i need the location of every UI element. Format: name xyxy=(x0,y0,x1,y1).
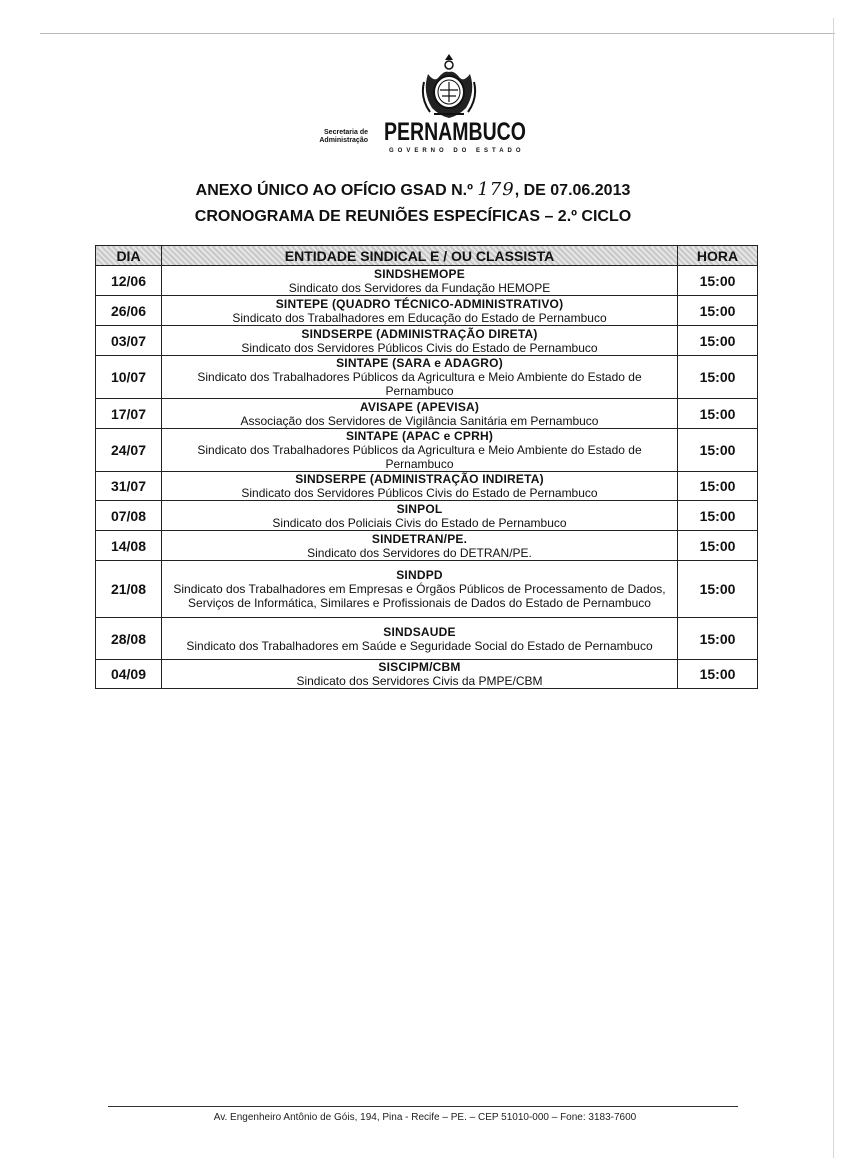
entity-description: Sindicato dos Trabalhadores em Educação do Estado de Pernambuco xyxy=(232,310,607,325)
cell-entidade xyxy=(162,531,678,561)
footer-rule xyxy=(108,1106,738,1107)
cell-dia: 10/07 xyxy=(96,356,162,399)
cell-hora: 15:00 xyxy=(678,356,758,399)
entity-description: Sindicato dos Trabalhadores Públicos da Agricultura e Meio Ambiente do Estado de Pernambuco xyxy=(197,370,642,398)
entity-description: Sindicato dos Servidores do DETRAN/PE. xyxy=(307,545,532,560)
cell-dia: 03/07 xyxy=(96,326,162,356)
cell-dia: 21/08 xyxy=(96,561,162,618)
cell-hora: 15:00 xyxy=(678,531,758,561)
table-row xyxy=(96,266,758,296)
cell-hora: 15:00 xyxy=(678,472,758,501)
state-name: PERNAMBUCO xyxy=(384,118,526,146)
header-dia: DIA xyxy=(96,246,162,266)
header-entidade: ENTIDADE SINDICAL E / OU CLASSISTA xyxy=(162,246,678,266)
entity-description: Sindicato dos Trabalhadores em Saúde e Seguridade Social do Estado de Pernambuco xyxy=(186,638,653,653)
cell-dia: 26/06 xyxy=(96,296,162,326)
entity-name: SINDSERPE (ADMINISTRAÇÃO INDIRETA) xyxy=(295,472,544,486)
cell-entidade xyxy=(162,296,678,326)
entity-description: Sindicato dos Trabalhadores Públicos da Agricultura e Meio Ambiente do Estado de Pernambuco xyxy=(197,443,642,471)
cell-hora: 15:00 xyxy=(678,660,758,689)
table-row xyxy=(96,296,758,326)
table-row xyxy=(96,399,758,429)
cell-hora: 15:00 xyxy=(678,266,758,296)
table-body xyxy=(96,266,758,689)
title-suffix: , DE 07.06.2013 xyxy=(514,182,631,199)
entity-name: SINTEPE (QUADRO TÉCNICO-ADMINISTRATIVO) xyxy=(275,296,564,311)
cell-dia: 07/08 xyxy=(96,501,162,531)
cell-hora: 15:00 xyxy=(678,501,758,531)
cell-entidade xyxy=(162,266,678,296)
table-row xyxy=(96,356,758,399)
cell-dia: 12/06 xyxy=(96,266,162,296)
entity-name: SINTAPE (SARA e ADAGRO) xyxy=(336,356,503,370)
cell-entidade xyxy=(162,326,678,356)
entity-description: Sindicato dos Servidores Civis da PMPE/CBM xyxy=(296,674,543,688)
cell-entidade xyxy=(162,356,678,399)
table-row xyxy=(96,660,758,689)
cell-entidade xyxy=(162,429,678,472)
state-subtitle: GOVERNO DO ESTADO xyxy=(389,148,525,154)
table-row xyxy=(96,531,758,561)
cell-hora: 15:00 xyxy=(678,399,758,429)
entity-description: Sindicato dos Servidores Públicos Civis do Estado de Pernambuco xyxy=(241,486,598,500)
table-row xyxy=(96,326,758,356)
schedule-table xyxy=(95,245,758,689)
document-subtitle: CRONOGRAMA DE REUNIÕES ESPECÍFICAS – 2.º CICLO xyxy=(194,208,632,225)
cell-entidade xyxy=(162,399,678,429)
cell-entidade xyxy=(162,472,678,501)
entity-description: Sindicato dos Trabalhadores em Empresas e Órgãos Públicos de Processamento de Dados, Serviços de Informática, Similares e Profissionais de Dados do Estado de Pernambuco xyxy=(173,582,666,610)
title-prefix: ANEXO ÚNICO AO OFÍCIO GSAD N.º xyxy=(195,182,478,199)
oficio-number: 179 xyxy=(477,179,515,200)
cell-entidade xyxy=(162,618,678,660)
entity-description: Associação dos Servidores de Vigilância Sanitária em Pernambuco xyxy=(240,413,599,428)
entity-name: SINDSAUDE xyxy=(383,624,456,639)
cell-hora: 15:00 xyxy=(678,561,758,618)
table-row xyxy=(96,429,758,472)
entity-description: Sindicato dos Policiais Civis do Estado de Pernambuco xyxy=(272,515,567,530)
cell-entidade xyxy=(162,660,678,689)
cell-dia: 14/08 xyxy=(96,531,162,561)
entity-name: SINDSERPE (ADMINISTRAÇÃO DIRETA) xyxy=(301,326,538,341)
cell-hora: 15:00 xyxy=(678,296,758,326)
table-row xyxy=(96,501,758,531)
footer-address: Av. Engenheiro Antônio de Góis, 194, Pina - Recife – PE. – CEP 51010-000 – Fone: 3183-7600 xyxy=(213,1112,637,1123)
secretaria-label: Secretaria de Administração xyxy=(319,129,368,144)
cell-dia: 28/08 xyxy=(96,618,162,660)
cell-dia: 17/07 xyxy=(96,399,162,429)
cell-hora: 15:00 xyxy=(678,429,758,472)
top-border-line xyxy=(40,33,835,34)
cell-hora: 15:00 xyxy=(678,618,758,660)
cell-dia: 31/07 xyxy=(96,472,162,501)
cell-hora: 15:00 xyxy=(678,326,758,356)
entity-name: SINDSHEMOPE xyxy=(374,266,465,281)
entity-name: AVISAPE (APEVISA) xyxy=(359,399,480,414)
entity-description: Sindicato dos Servidores da Fundação HEMOPE xyxy=(288,280,551,295)
header-hora: HORA xyxy=(678,246,758,266)
table-header-row xyxy=(96,246,758,266)
table-row xyxy=(96,472,758,501)
entity-name: SINTAPE (APAC e CPRH) xyxy=(345,429,494,443)
entity-description: Sindicato dos Servidores Públicos Civis do Estado de Pernambuco xyxy=(241,340,598,355)
table-row xyxy=(96,561,758,618)
entity-name: SISCIPM/CBM xyxy=(378,660,461,674)
cell-dia: 04/09 xyxy=(96,660,162,689)
government-logo xyxy=(310,52,530,162)
cell-entidade xyxy=(162,561,678,618)
entity-name: SINPOL xyxy=(396,501,443,516)
entity-name: SINDETRAN/PE. xyxy=(371,531,468,546)
table-row xyxy=(96,618,758,660)
document-title xyxy=(0,179,838,200)
entity-name: SINDPD xyxy=(396,568,443,582)
cell-entidade xyxy=(162,501,678,531)
coat-of-arms-icon xyxy=(420,52,478,120)
cell-dia: 24/07 xyxy=(96,429,162,472)
